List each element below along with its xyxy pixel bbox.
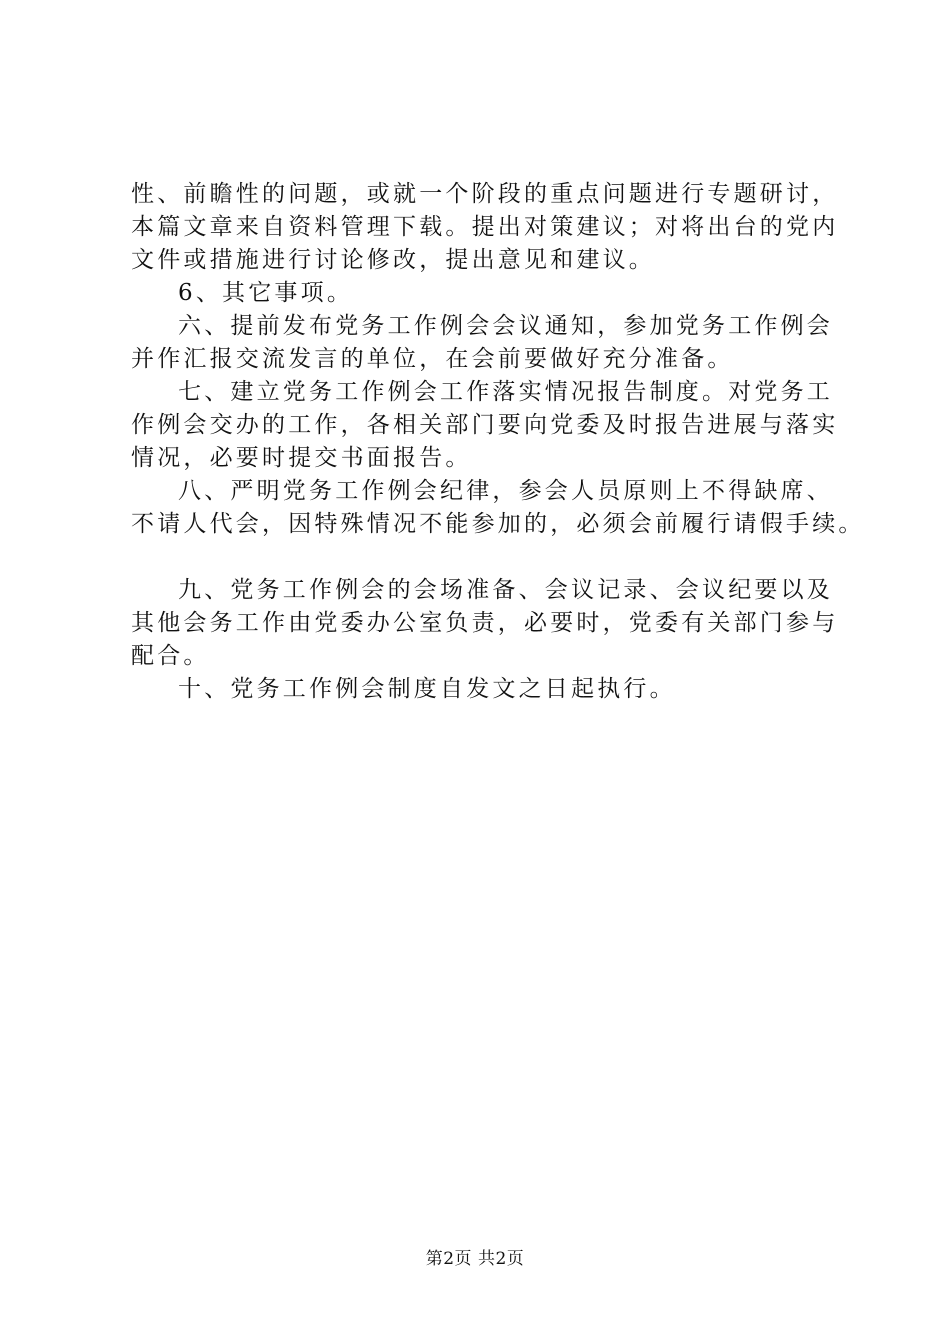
text-line: 性、前瞻性的问题，或就一个阶段的重点问题进行专题研讨，	[131, 181, 839, 207]
text-line: 并作汇报交流发言的单位，在会前要做好充分准备。	[131, 346, 734, 372]
text-line: 文件或措施进行讨论修改，提出意见和建议。	[131, 247, 655, 273]
paragraph-continuation	[131, 178, 843, 277]
text-line: 不请人代会，因特殊情况不能参加的，必须会前履行请假手续。	[131, 511, 865, 537]
paragraph-eight	[131, 475, 865, 541]
text-line: 本篇文章来自资料管理下载。提出对策建议；对将出台的党内	[131, 214, 839, 240]
paragraph-gap	[131, 541, 843, 574]
text-line: 6、其它事项。	[178, 280, 354, 306]
text-line: 情况，必要时提交书面报告。	[131, 445, 472, 471]
text-line: 配合。	[131, 643, 210, 669]
paragraph-nine	[131, 574, 843, 673]
text-line: 其他会务工作由党委办公室负责，必要时，党委有关部门参与	[131, 610, 839, 636]
document-body	[131, 178, 865, 706]
text-line: 七、建立党务工作例会工作落实情况报告制度。对党务工	[178, 379, 833, 405]
text-line: 十、党务工作例会制度自发文之日起执行。	[178, 676, 676, 702]
paragraph-other-matters	[131, 277, 843, 310]
text-line: 八、严明党务工作例会纪律，参会人员原则上不得缺席、	[178, 478, 833, 504]
paragraph-six	[131, 310, 843, 376]
text-line: 九、党务工作例会的会场准备、会议记录、会议纪要以及	[178, 577, 833, 603]
text-line: 作例会交办的工作，各相关部门要向党委及时报告进展与落实	[131, 412, 839, 438]
paragraph-ten	[131, 673, 843, 706]
page-footer: 第2页 共2页	[425, 1249, 525, 1269]
paragraph-seven	[131, 376, 843, 475]
text-line: 六、提前发布党务工作例会会议通知，参加党务工作例会	[178, 313, 833, 339]
